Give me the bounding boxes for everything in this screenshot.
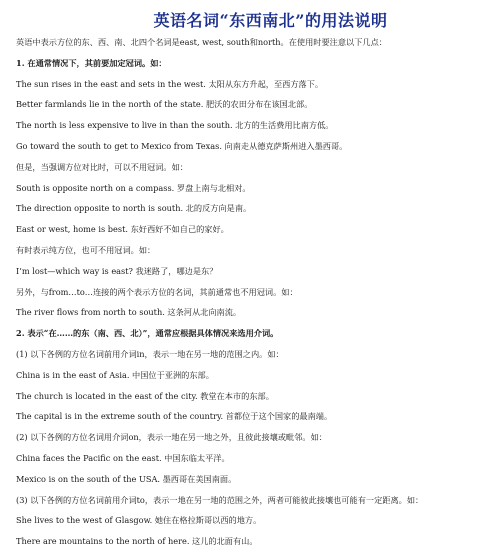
text-line: Better farmlands lie in the north of the state. 肥沃的农田分布在该国北部。 — [16, 99, 313, 110]
text-line: Go toward the south to get to Mexico from Texas. 向南走从德克萨斯州进入墨西哥。 — [16, 140, 348, 151]
section-heading: 1. 在通常情况下，其前要加定冠词。如： — [16, 57, 167, 68]
text-line: 英语中表示方位的东、西、南、北四个名词是east, west, south和north。在使用时要注意以下几点： — [16, 37, 387, 47]
text-line: There are mountains to the north of here. 这儿的北面有山。 — [16, 536, 258, 547]
text-line: She lives to the west of Glasgow. 她住在格拉斯哥以西的地方。 — [16, 515, 262, 526]
text-line: Mexico is on the south of the USA. 墨西哥在美国南面。 — [16, 473, 237, 484]
text-line: The church is located in the east of the city. 教堂在本市的东部。 — [16, 390, 274, 401]
document-title: 英语名词“东西南北”的用法说明 — [153, 11, 388, 30]
text-line: The sun rises in the east and sets in the west. 太阳从东方升起，至西方落下。 — [16, 78, 324, 89]
text-line: China faces the Pacific on the east. 中国东临太平洋。 — [16, 452, 230, 463]
text-line: The capital is in the extreme south of the country. 首都位于这个国家的最南端。 — [16, 411, 333, 422]
text-line: 但是，当强调方位对比时，可以不用冠词。如： — [16, 161, 188, 172]
text-line: 另外，与from…to…连接的两个表示方位的名词，其前通常也不用冠词。如： — [16, 286, 298, 297]
text-line: The direction opposite to north is south. 北的反方向是南。 — [16, 203, 252, 214]
section-heading: 2. 表示“在……的东（南、西、北）”，通常应根据具体情况来选用介词。 — [16, 328, 279, 339]
text-line: The north is less expensive to live in than the south. 北方的生活费用比南方低。 — [16, 120, 334, 131]
text-line: (2) 以下各例的方位名词用介词on，表示一地在另一地之外，且彼此接壤或毗邻。如： — [16, 432, 327, 443]
text-line: (1) 以下各例的方位名词前用介词in，表示一地在另一地的范围之内。如： — [16, 348, 284, 359]
text-line: (3) 以下各例的方位名词前用介词to，表示一地在另一地的范围之外，两者可能彼此接壤也可能有一定距离。如： — [16, 494, 424, 505]
text-line: 有时表示纯方位，也可不用冠词。如： — [16, 244, 156, 255]
text-line: The river flows from north to south. 这条河从北向南流。 — [16, 307, 242, 318]
document-body — [16, 37, 485, 547]
text-line: East or west, home is best. 东好西好不如自己的家好。 — [16, 224, 229, 235]
text-line: South is opposite north on a compass. 罗盘上南与北相对。 — [16, 182, 251, 193]
text-line: I’m lost—which way is east? 我迷路了，哪边是东？ — [16, 265, 218, 276]
text-line: China is in the east of Asia. 中国位于亚洲的东部。 — [16, 369, 214, 380]
